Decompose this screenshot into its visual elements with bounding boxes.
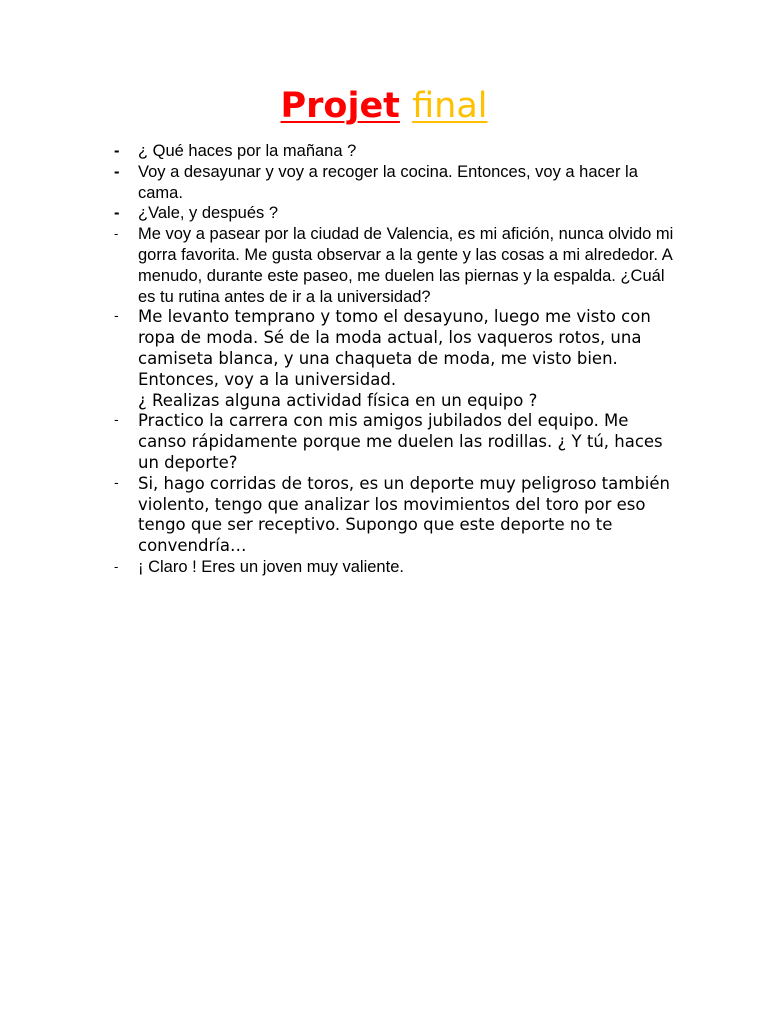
list-dash: - (114, 226, 119, 242)
dialogue-text: Voy a desayunar y voy a recoger la cocina. Entonces, voy a hacer la cama. (138, 162, 638, 202)
list-dash: - (114, 142, 120, 160)
list-dash: - (114, 162, 120, 181)
dialogue-text: Me voy a pasear por la ciudad de Valencia, es mi afición, nunca olvido mi gorra favorita. Me gusta observar a la gente y las cosas a mi alrededor. A menudo, durante este paseo, me duelen las piernas y la espalda. ¿Cuál es tu rutina antes de ir a la universidad? (138, 225, 674, 306)
list-dash: - (114, 204, 120, 223)
dialogue-line-7 (110, 474, 680, 557)
dialogue-text: ¿ Qué haces por la mañana ? (138, 142, 357, 160)
dialogue-line-8 (110, 557, 680, 578)
list-dash: - (114, 413, 119, 429)
title-word-final: final (412, 86, 488, 126)
dialogue-text: Practico la carrera con mis amigos jubilados del equipo. Me canso rápidamente porque me duelen las rodillas. ¿ Y tú, haces un deporte? (138, 411, 663, 472)
dialogue-line-6 (110, 411, 680, 473)
dialogue-text-question: ¿ Realizas alguna actividad física en un equipo ? (138, 390, 538, 410)
dialogue-line-1 (110, 141, 680, 162)
list-dash: - (114, 558, 119, 574)
title-word-projet: Projet (280, 86, 400, 126)
dialogue-line-3 (110, 203, 680, 224)
dialogue-text: ¿Vale, y después ? (138, 204, 279, 223)
dialogue-line-4 (110, 224, 680, 307)
dialogue-list (110, 141, 680, 578)
dialogue-text: Me levanto temprano y tomo el desayuno, luego me visto con ropa de moda. Sé de la moda actual, los vaqueros rotos, una camiseta blanca, y una chaqueta de moda, me visto bien. Entonces, voy a la universidad. (138, 307, 651, 389)
list-dash: - (114, 309, 119, 325)
dialogue-line-2 (110, 162, 680, 204)
list-dash: - (114, 475, 119, 491)
dialogue-line-5 (110, 307, 680, 411)
dialogue-text: ¡ Claro ! Eres un joven muy valiente. (138, 557, 404, 576)
page-title (0, 84, 768, 128)
dialogue-text: Si, hago corridas de toros, es un deporte muy peligroso también violento, tengo que analizar los movimientos del toro por eso tengo que ser receptivo. Supongo que este deporte no te convendría… (138, 473, 670, 556)
